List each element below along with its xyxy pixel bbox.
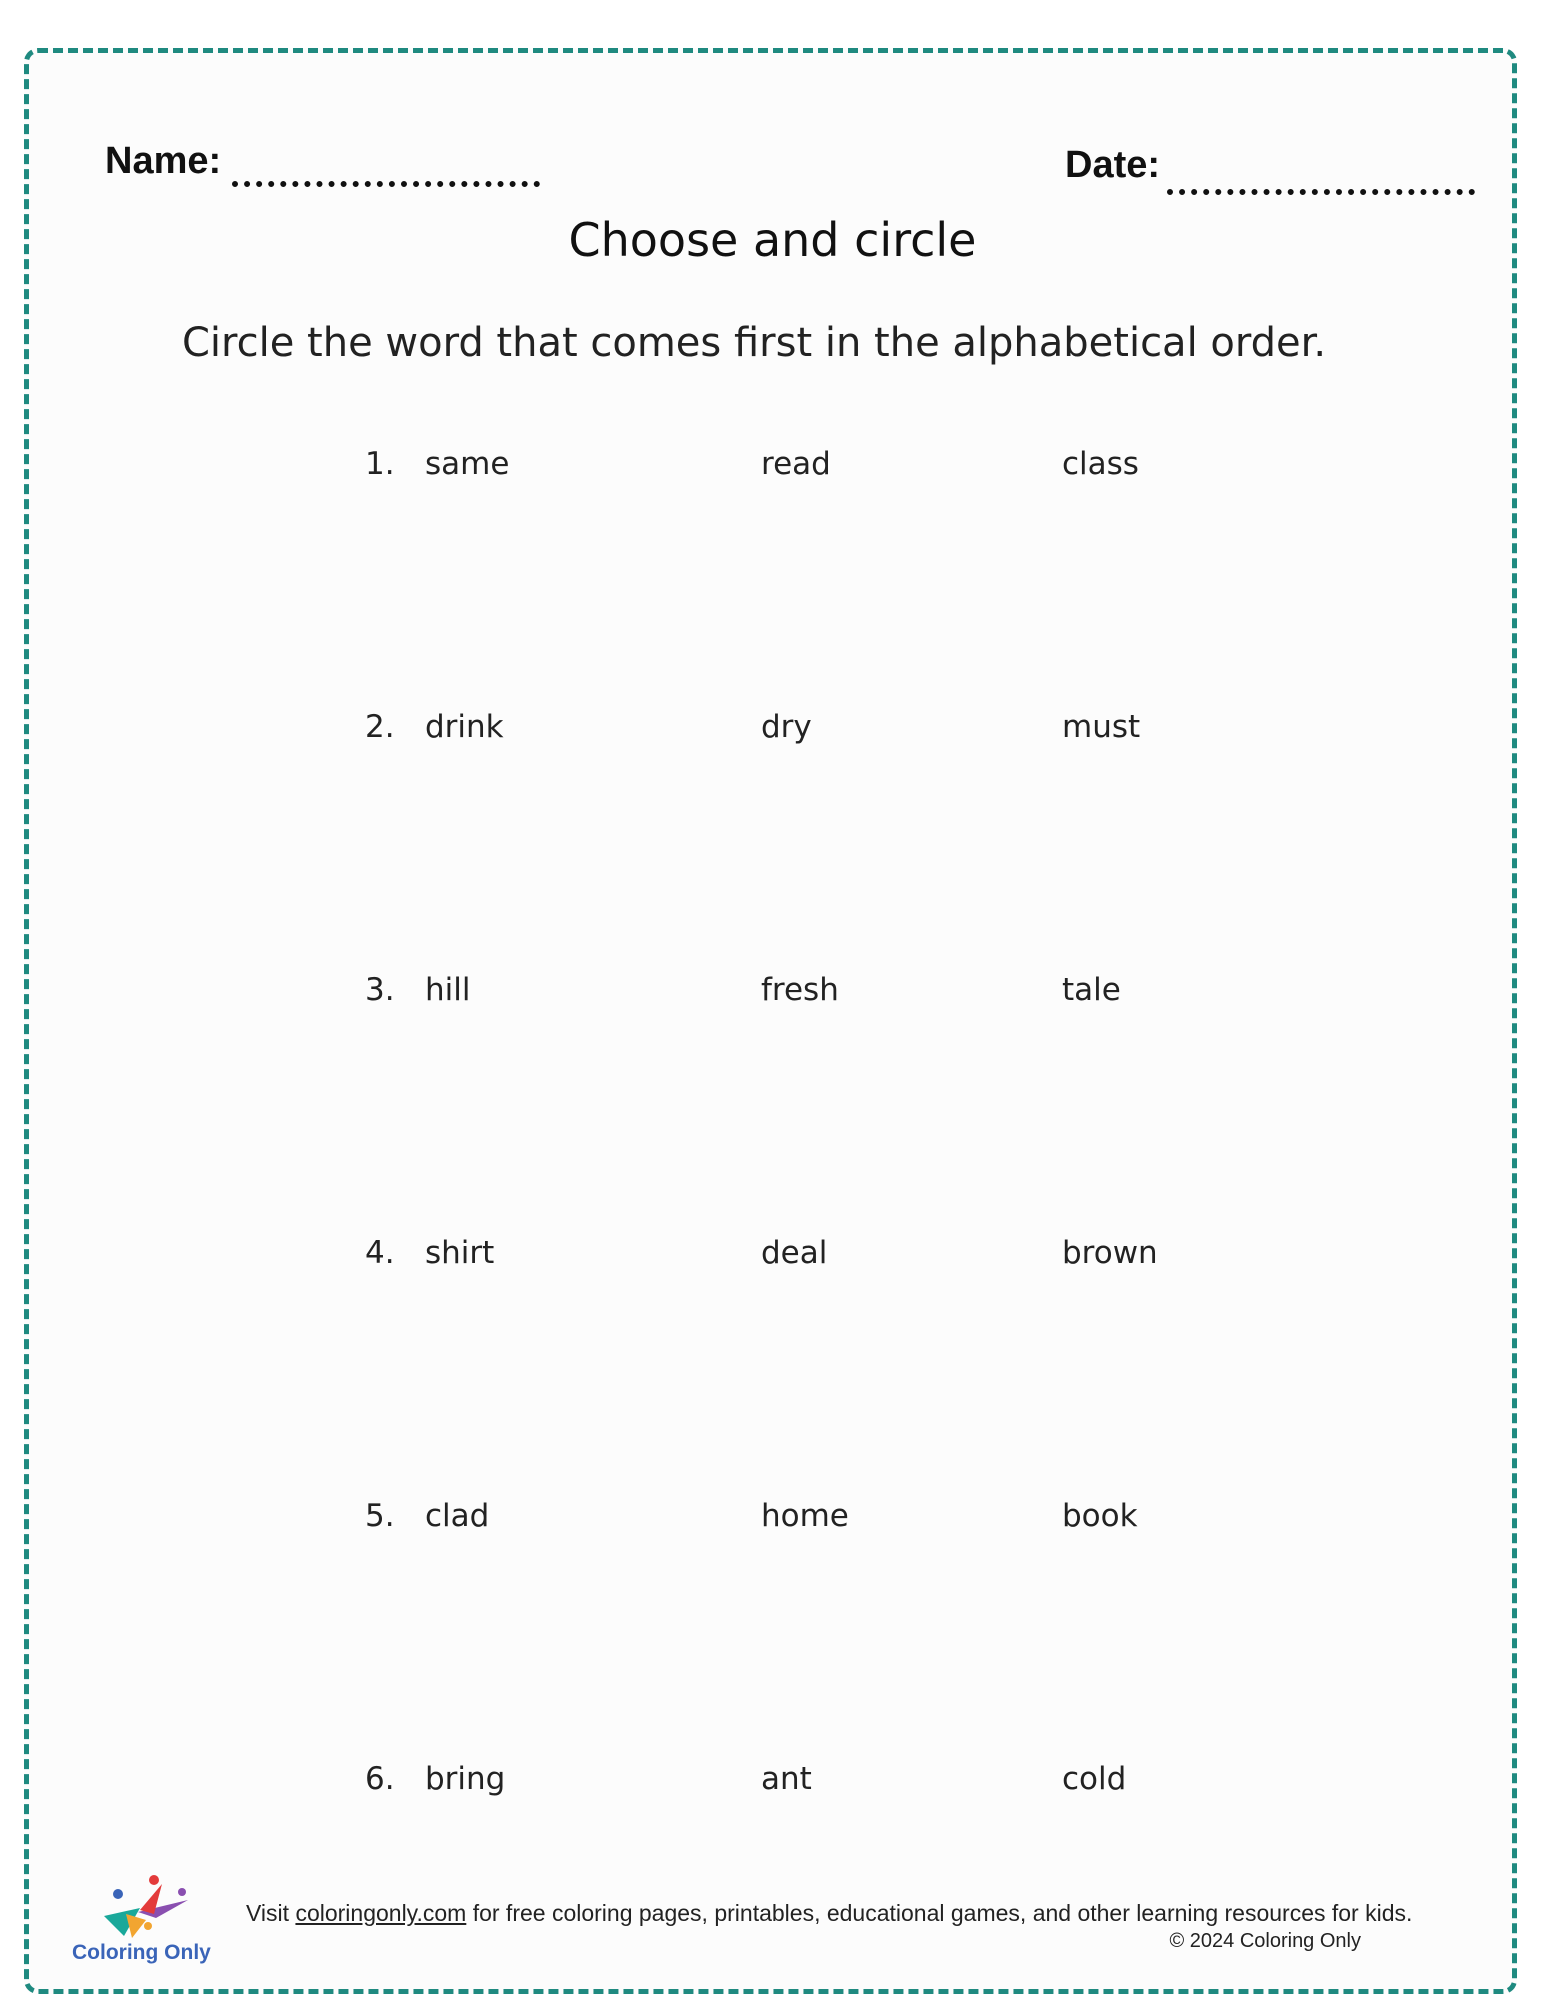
word-option[interactable]: hill — [425, 972, 471, 1008]
item-number: 3. — [365, 972, 395, 1008]
item-number: 4. — [365, 1235, 395, 1271]
item-number: 5. — [365, 1498, 395, 1534]
name-field[interactable] — [232, 181, 540, 187]
item-number: 1. — [365, 446, 395, 482]
footer-link[interactable]: coloringonly.com — [295, 1900, 467, 1926]
word-option[interactable]: tale — [1062, 972, 1121, 1008]
footer-rest: for free coloring pages, printables, educational games, and other learning resources for kids. — [466, 1900, 1413, 1926]
item-number: 6. — [365, 1761, 395, 1797]
word-option[interactable]: shirt — [425, 1235, 495, 1271]
word-option[interactable]: deal — [761, 1235, 828, 1271]
word-option[interactable]: cold — [1062, 1761, 1127, 1797]
page-title: Choose and circle — [568, 213, 977, 267]
word-option[interactable]: class — [1062, 446, 1139, 482]
word-option[interactable]: clad — [425, 1498, 490, 1534]
word-option[interactable]: bring — [425, 1761, 506, 1797]
word-option[interactable]: ant — [761, 1761, 812, 1797]
copyright-text: © 2024 Coloring Only — [1169, 1930, 1361, 1952]
date-field[interactable] — [1167, 189, 1475, 195]
item-number: 2. — [365, 709, 395, 745]
word-option[interactable]: fresh — [761, 972, 839, 1008]
footer-text — [246, 1898, 1426, 1929]
word-option[interactable]: must — [1062, 709, 1141, 745]
word-option[interactable]: dry — [761, 709, 812, 745]
footer-visit: Visit — [246, 1900, 296, 1926]
word-option[interactable]: same — [425, 446, 510, 482]
date-label: Date: — [1065, 144, 1161, 186]
instruction-text: Circle the word that comes first in the alphabetical order. — [182, 320, 1327, 366]
word-option[interactable]: drink — [425, 709, 504, 745]
word-option[interactable]: read — [761, 446, 831, 482]
logo-text: Coloring Only — [72, 1941, 211, 1964]
coloring-only-logo-icon — [96, 1874, 192, 1940]
word-option[interactable]: home — [761, 1498, 849, 1534]
name-label: Name: — [105, 140, 222, 182]
word-option[interactable]: book — [1062, 1498, 1138, 1534]
word-option[interactable]: brown — [1062, 1235, 1158, 1271]
